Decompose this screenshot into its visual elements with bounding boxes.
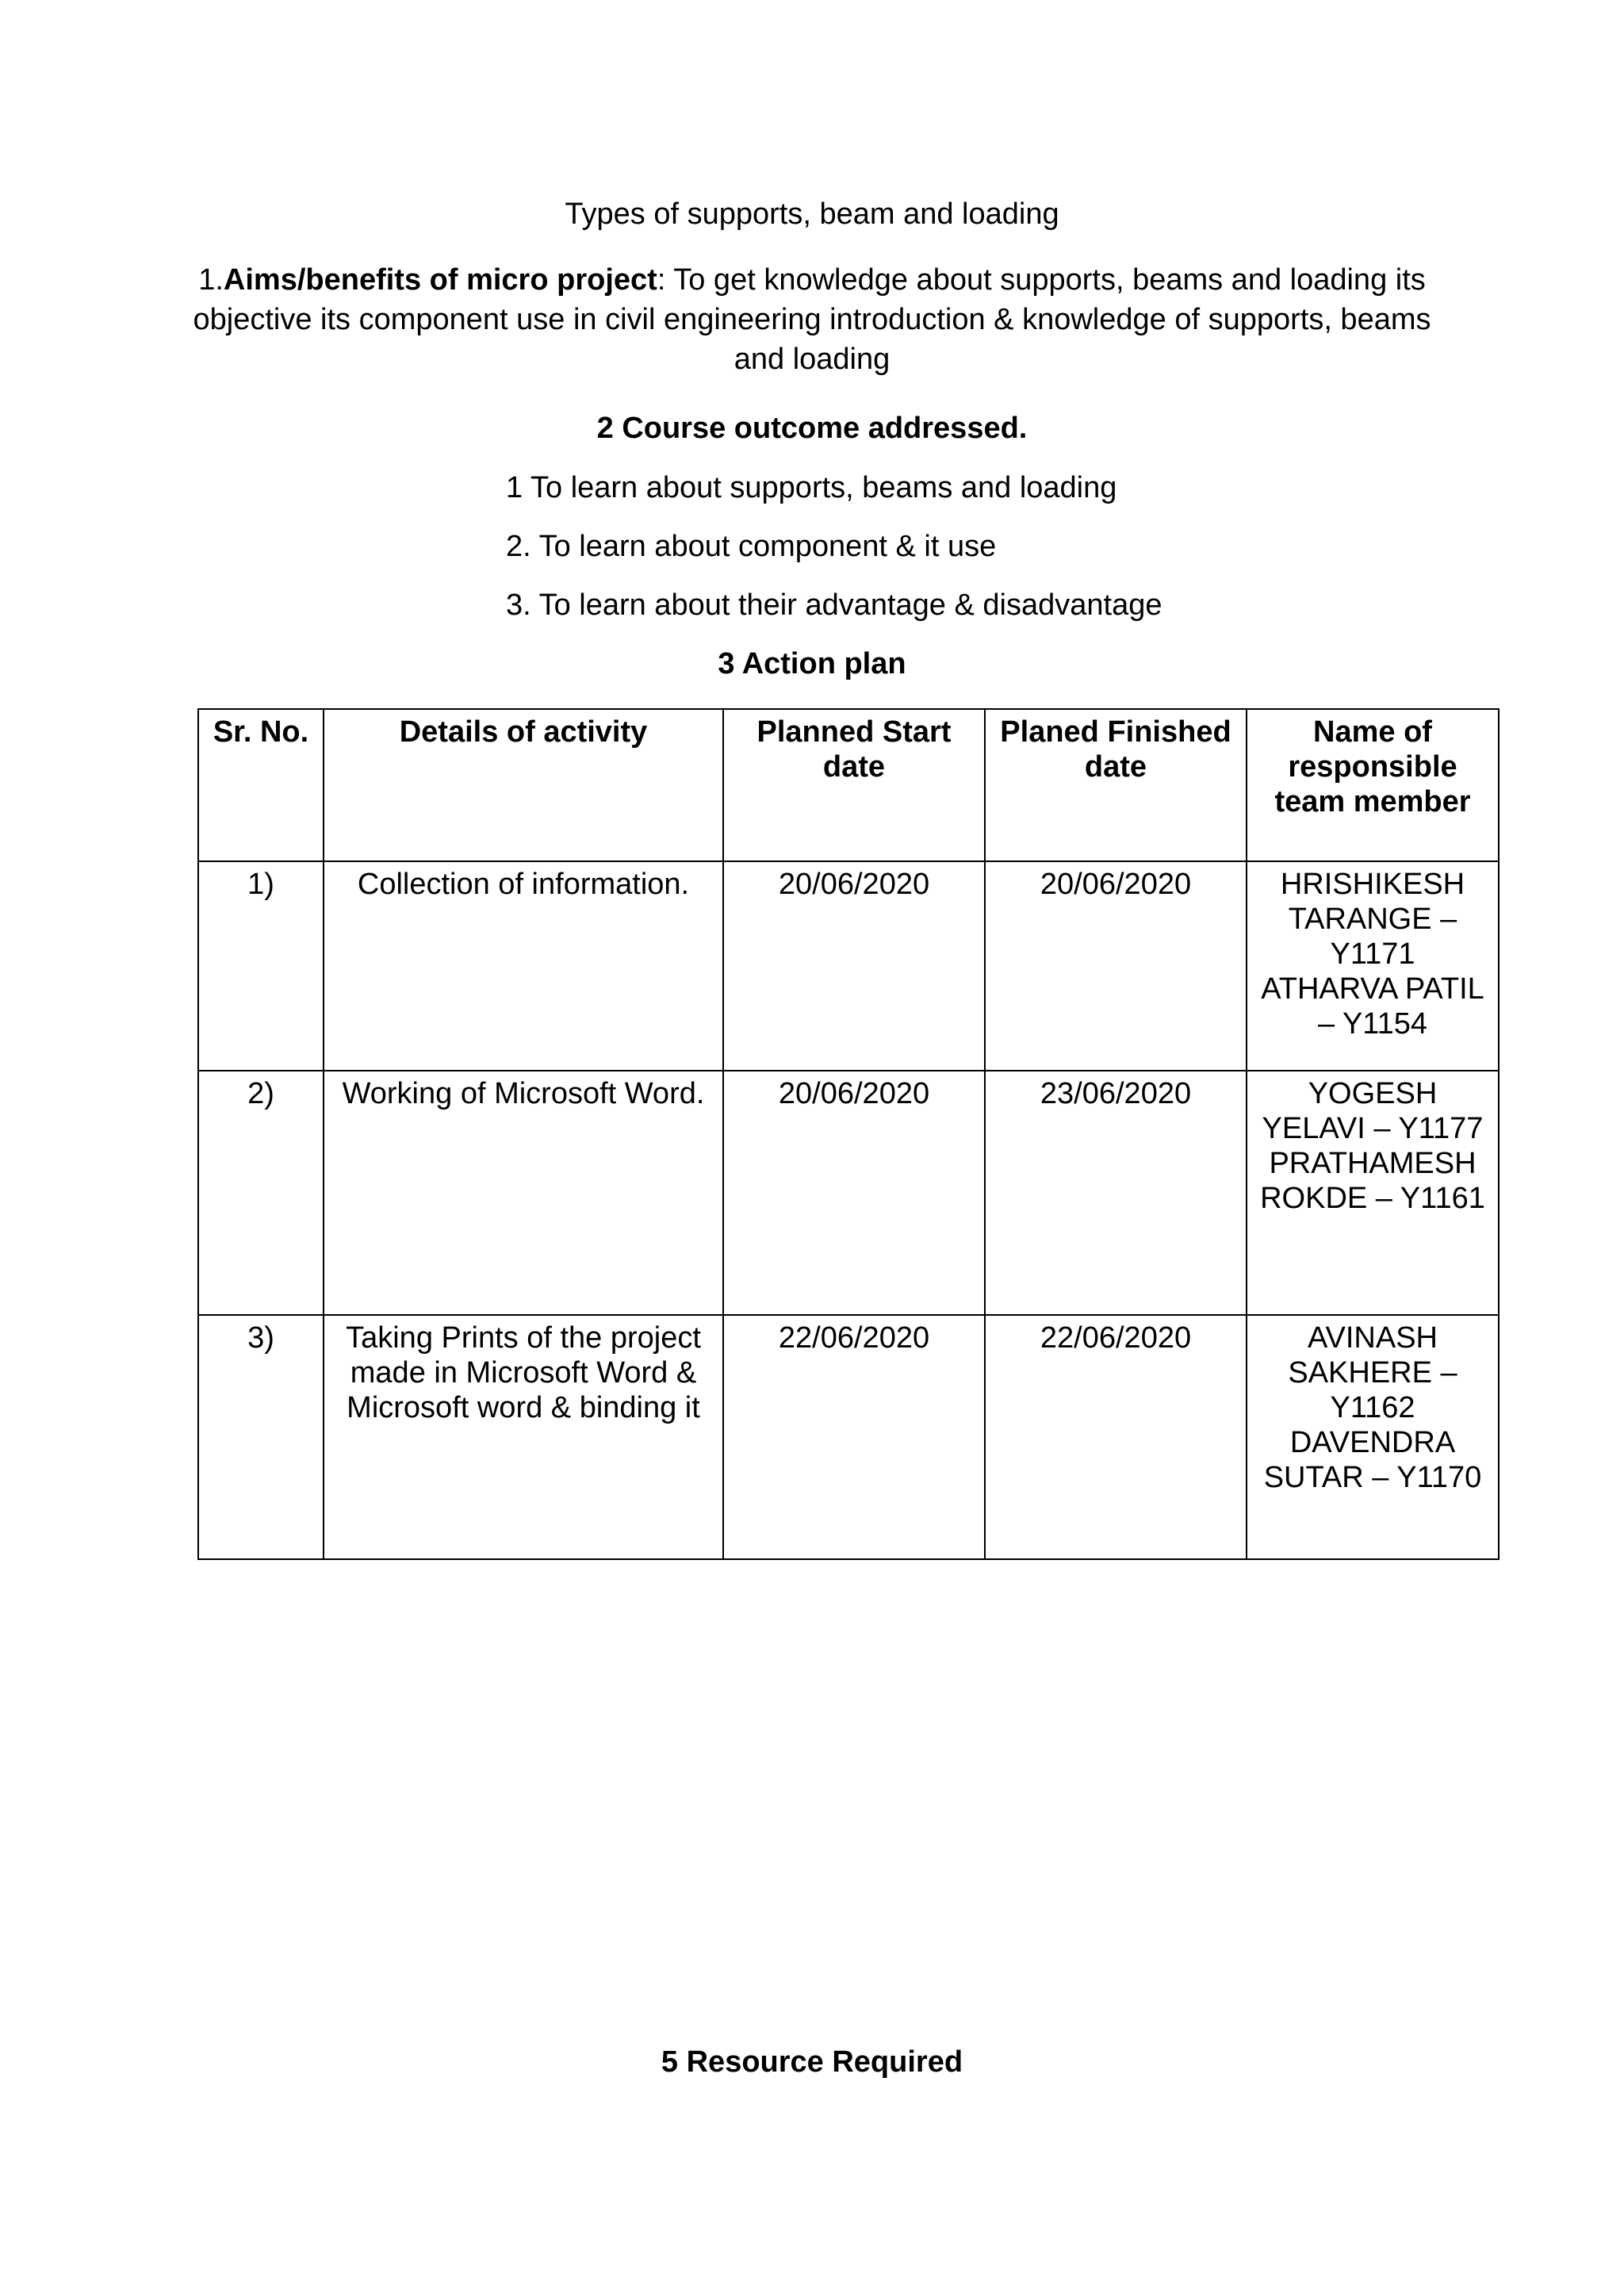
resource-required-heading: 5 Resource Required <box>661 2045 963 2079</box>
cell-start-date: 22/06/2020 <box>723 1315 985 1559</box>
column-header-details: Details of activity <box>324 709 723 861</box>
aims-heading: Aims/benefits of micro project <box>223 263 657 297</box>
cell-start-date: 20/06/2020 <box>723 861 985 1071</box>
aims-number: 1. <box>198 263 224 297</box>
column-header-start-date: Planned Start date <box>723 709 985 861</box>
cell-finish-date: 20/06/2020 <box>985 861 1247 1071</box>
table-header-row <box>198 709 1499 861</box>
course-outcome-item: 2. To learn about component & it use <box>506 530 997 563</box>
cell-finish-date: 22/06/2020 <box>985 1315 1247 1559</box>
cell-details: Collection of information. <box>324 861 723 1071</box>
aims-paragraph <box>182 260 1442 379</box>
team-member-name: ATHARVA PATIL – Y1154 <box>1261 972 1484 1041</box>
course-outcome-item: 1 To learn about supports, beams and loading <box>506 471 1117 504</box>
table-row <box>198 1315 1499 1559</box>
table-row <box>198 1071 1499 1315</box>
table-row <box>198 861 1499 1071</box>
cell-team-member <box>1247 1071 1499 1315</box>
document-title: Types of supports, beam and loading <box>565 197 1059 231</box>
cell-sr-no: 3) <box>198 1315 324 1559</box>
cell-details: Working of Microsoft Word. <box>324 1071 723 1315</box>
column-header-team-member: Name of responsible team member <box>1247 709 1499 861</box>
course-outcome-heading: 2 Course outcome addressed. <box>596 412 1028 445</box>
cell-sr-no: 1) <box>198 861 324 1071</box>
column-header-finish-date: Planed Finished date <box>985 709 1247 861</box>
action-plan-table <box>197 708 1500 1560</box>
cell-start-date: 20/06/2020 <box>723 1071 985 1315</box>
cell-details: Taking Prints of the project made in Microsoft Word & Microsoft word & binding it <box>324 1315 723 1559</box>
column-header-sr-no: Sr. No. <box>198 709 324 861</box>
cell-team-member <box>1247 861 1499 1071</box>
team-member-name: DAVENDRA SUTAR – Y1170 <box>1263 1426 1482 1494</box>
cell-team-member <box>1247 1315 1499 1559</box>
team-member-name: HRISHIKESH TARANGE – Y1171 <box>1280 868 1465 971</box>
team-member-name: PRATHAMESH ROKDE – Y1161 <box>1260 1147 1485 1215</box>
action-plan-heading: 3 Action plan <box>718 647 906 680</box>
team-member-name: AVINASH SAKHERE – Y1162 <box>1288 1321 1457 1424</box>
cell-finish-date: 23/06/2020 <box>985 1071 1247 1315</box>
cell-sr-no: 2) <box>198 1071 324 1315</box>
team-member-name: YOGESH YELAVI – Y1177 <box>1262 1077 1484 1145</box>
aims-text: : To get knowledge about supports, beams and loading its objective its component use in civil engineering introduction & knowledge of supports, beams and loading <box>193 263 1431 376</box>
course-outcome-item: 3. To learn about their advantage & disadvantage <box>506 588 1162 622</box>
